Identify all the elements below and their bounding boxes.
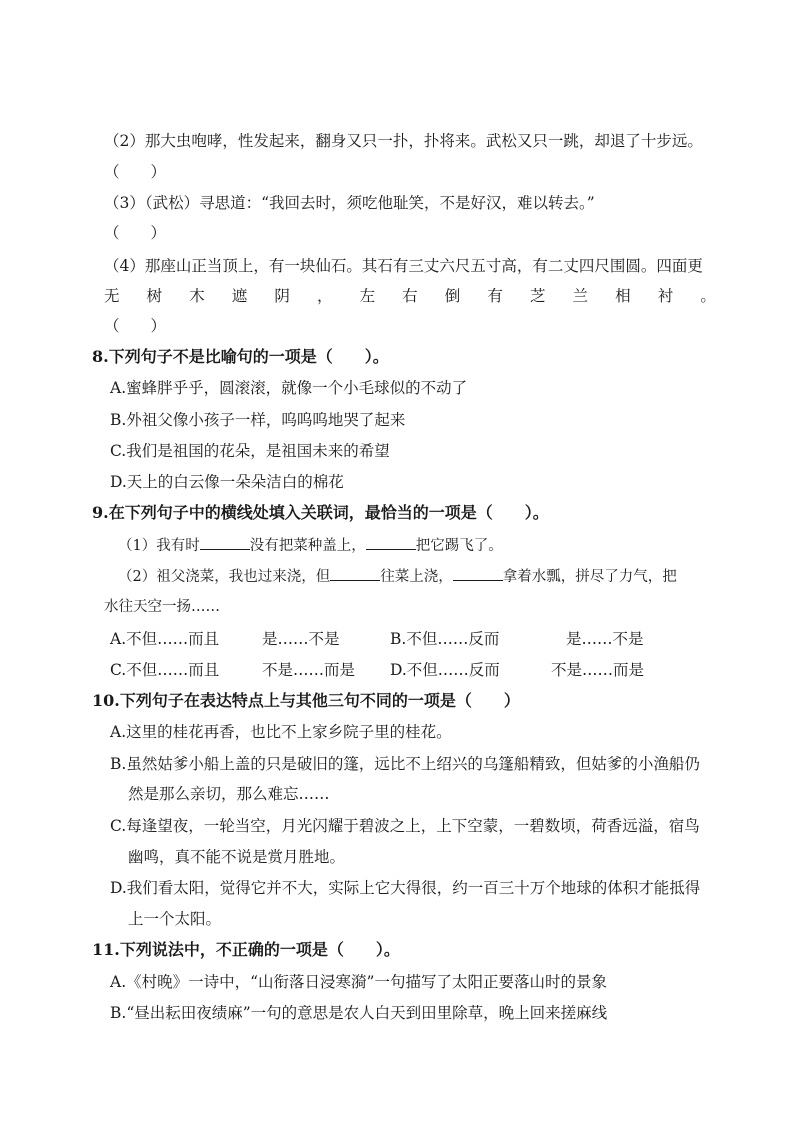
q7-sentence-3: （3）（武松）寻思道：“我回去时，须吃他耻笑，不是好汉，难以转去。” (104, 194, 595, 212)
q9-option-c-part2: 不是……而是 (262, 661, 356, 679)
q9-s2-part1: （2）祖父浇菜，我也过来浇，但 (118, 569, 331, 585)
q9-option-d-part1[interactable]: D.不但……反而 (390, 661, 500, 679)
q7-answer-paren-3[interactable]: （ ） (104, 224, 167, 242)
char: 木 (189, 287, 205, 305)
q10-option-c-line2: 幽鸣，真不能不说是赏月胜地。 (128, 848, 346, 866)
q11-option-a[interactable]: A.《村晚》一诗中，“山衔落日浸寒漪”一句描写了太阳正要落山时的景象 (110, 973, 607, 991)
q9-option-a-part2: 是……不是 (262, 630, 340, 648)
char: 左 (359, 287, 376, 305)
fill-blank[interactable] (200, 535, 250, 550)
q8-option-b[interactable]: B.外祖父像小孩子一样，呜呜呜地哭了起来 (110, 411, 406, 429)
q10-option-b-line2: 然是那么亲切，那么难忘…… (128, 785, 330, 803)
q9-sentence-1 (118, 535, 503, 556)
q8-option-d[interactable]: D.天上的白云像一朵朵洁白的棉花 (110, 473, 344, 491)
char: 倒 (444, 287, 461, 305)
char: 阴 (274, 287, 290, 305)
q10-option-b-line1[interactable]: B.虽然姑爹小船上盖的只是破旧的篷，远比不上绍兴的乌篷船精致，但姑爹的小渔船仍 (110, 755, 700, 773)
q9-s1-part2: 没有把菜种盖上， (249, 538, 366, 554)
q9-sentence-2-line2: 水往天空一扬…… (104, 599, 220, 615)
char: 遮 (231, 287, 248, 305)
q8-option-c[interactable]: C.我们是祖国的花朵，是祖国未来的希望 (110, 442, 390, 460)
q9-s2-part2: 往菜上浇， (380, 569, 453, 585)
q7-answer-paren-2[interactable]: （ ） (104, 163, 167, 181)
q9-s1-part3: 把它踢飞了。 (415, 538, 503, 554)
fill-blank[interactable] (330, 566, 380, 581)
q11-option-b[interactable]: B.“昼出耘田夜绩麻”一句的意思是农人白天到田里除草，晚上回来搓麻线 (110, 1004, 608, 1022)
char: 树 (146, 287, 163, 305)
q7-answer-paren-4[interactable]: （ ） (104, 317, 167, 335)
q10-option-d-line1[interactable]: D.我们看太阳，觉得它并不大，实际上它大得很，约一百三十万个地球的体积才能抵得 (110, 879, 701, 897)
q11-stem: 11.下列说法中，不正确的一项是（ ）。 (92, 940, 400, 959)
q10-option-c-line1[interactable]: C.每逢望夜，一轮当空，月光闪耀于碧波之上，上下空蒙，一碧数顷，荷香远溢，宿鸟 (110, 817, 700, 835)
q10-option-a[interactable]: A.这里的桂花再香，也比不上家乡院子里的桂花。 (110, 723, 452, 741)
q9-stem: 9.在下列句子中的横线处填入关联词，最恰当的一项是（ ）。 (92, 503, 549, 522)
char: 芝 (529, 287, 546, 305)
q8-option-a[interactable]: A.蜜蜂胖乎乎，圆滚滚，就像一个小毛球似的不动了 (110, 379, 468, 397)
q9-sentence-2 (118, 566, 718, 587)
q9-s2-part3: 拿着水瓢，拼尽了力气，把 (502, 569, 677, 585)
q7-sentence-4-line2 (104, 286, 716, 306)
fill-blank[interactable] (366, 535, 416, 550)
char: 右 (402, 287, 418, 305)
char: 。 (700, 287, 716, 305)
q9-option-d-part2: 不是……而是 (551, 661, 645, 679)
q10-stem: 10.下列句子在表达特点上与其他三句不同的一项是（ ） (92, 691, 520, 710)
char: 相 (615, 287, 631, 305)
q9-option-a-part1[interactable]: A.不但……而且 (110, 630, 220, 648)
char: ， (316, 287, 333, 305)
q9-option-b-part2: 是……不是 (566, 630, 644, 648)
char: 兰 (572, 287, 589, 305)
char: 无 (104, 287, 120, 305)
q9-s1-part1: （1）我有时 (118, 538, 200, 554)
q7-sentence-2: （2）那大虫咆哮，性发起来，翻身又只一扑，扑将来。武松又只一跳，却退了十步远。 (104, 132, 703, 150)
fill-blank[interactable] (453, 566, 503, 581)
char: 有 (487, 287, 503, 305)
q10-option-d-line2: 上一个太阳。 (128, 910, 222, 928)
q9-option-b-part1[interactable]: B.不但……反而 (390, 630, 500, 648)
char: 衬 (657, 287, 674, 305)
q7-sentence-4-line1: （4）那座山正当顶上，有一块仙石。其石有三丈六尺五寸高，有二丈四尺围圆。四面更 (104, 257, 703, 275)
q8-stem: 8.下列句子不是比喻句的一项是（ ）。 (92, 347, 389, 366)
q9-option-c-part1[interactable]: C.不但……而且 (110, 661, 220, 679)
